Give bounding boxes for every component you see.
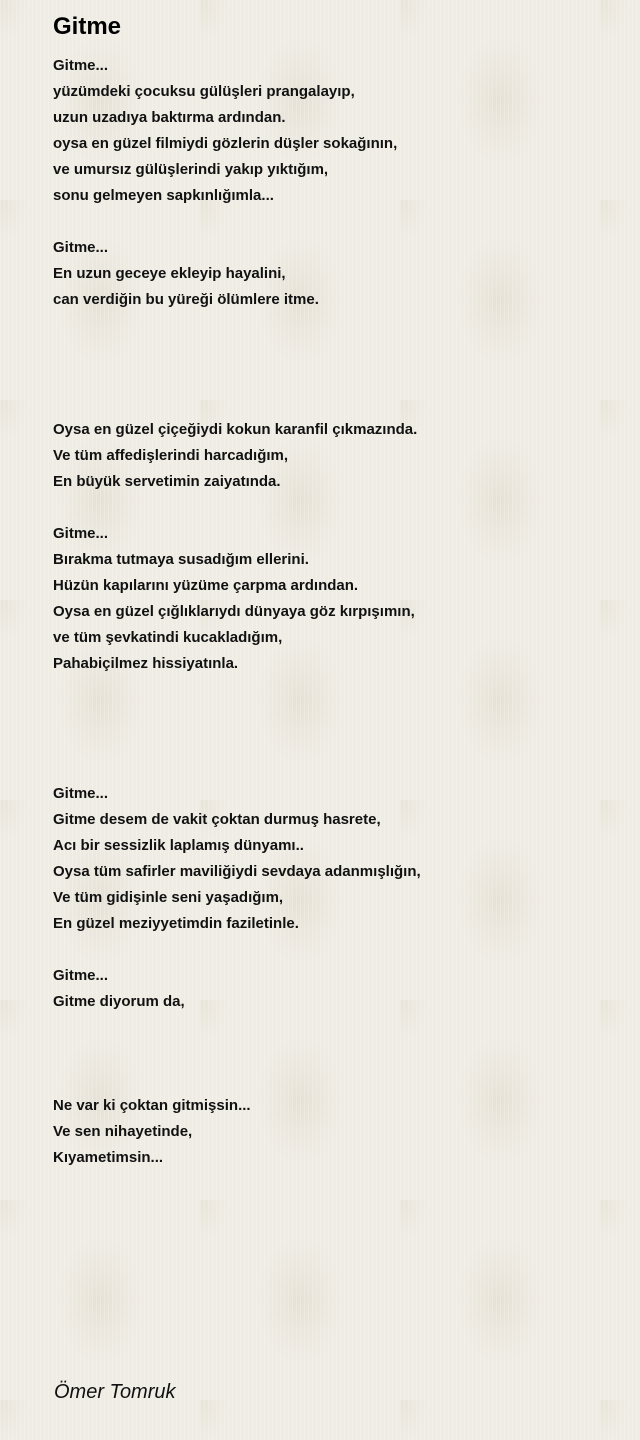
poem-line: Gitme desem de vakit çoktan durmuş hasrete, (53, 811, 381, 828)
poem-line: uzun uzadıya baktırma ardından. (53, 109, 286, 126)
stanza (53, 53, 613, 209)
poem-line: Pahabiçilmez hissiyatınla. (53, 655, 239, 672)
poem-line: Gitme... (53, 239, 109, 256)
poem-line: ve tüm şevkatindi kucakladığım, (53, 629, 283, 646)
stanza-gap (53, 937, 613, 963)
poem-line: Gitme... (53, 525, 109, 542)
poem-line: Gitme... (53, 967, 109, 984)
poem-line: Ve tüm affedişlerindi harcadığım, (53, 447, 289, 464)
stanza (53, 963, 613, 1015)
poem-title: Gitme (53, 13, 122, 40)
poem-line: En büyük servetimin zaiyatında. (53, 473, 281, 490)
stanza-gap (53, 313, 613, 417)
poem-line: Ve sen nihayetinde, (53, 1123, 193, 1140)
poem-line: En güzel meziyyetimdin faziletinle. (53, 915, 299, 932)
poem-line: Ve tüm gidişinle seni yaşadığım, (53, 889, 284, 906)
poem-line: Gitme... (53, 57, 109, 74)
poem-author: Ömer Tomruk (54, 1381, 176, 1403)
poem-line: Gitme diyorum da, (53, 993, 185, 1010)
poem-line: Gitme... (53, 785, 109, 802)
poem-line: En uzun geceye ekleyip hayalini, (53, 265, 286, 282)
poem-line: Oysa en güzel çiçeğiydi kokun karanfil çıkmazında. (53, 421, 418, 438)
poem-line: sonu gelmeyen sapkınlığımla... (53, 187, 274, 204)
stanza (53, 1093, 613, 1171)
poem-line: yüzümdeki çocuksu gülüşleri prangalayıp, (53, 83, 355, 100)
stanza (53, 235, 613, 313)
poem-line: Ne var ki çoktan gitmişsin... (53, 1097, 251, 1114)
stanza (53, 781, 613, 937)
poem-line: oysa en güzel filmiydi gözlerin düşler sokağının, (53, 135, 398, 152)
poem-line: Oysa en güzel çığlıklarıydı dünyaya göz kırpışımın, (53, 603, 415, 620)
poem-line: Oysa tüm safirler maviliğiydi sevdaya adanmışlığın, (53, 863, 421, 880)
stanza-gap (53, 1015, 613, 1093)
stanza-gap (53, 209, 613, 235)
stanza-gap (53, 495, 613, 521)
stanza (53, 521, 613, 677)
poem-line: Kıyametimsin... (53, 1149, 164, 1166)
stanza-gap (53, 677, 613, 781)
poem-line: ve umursız gülüşlerindi yakıp yıktığım, (53, 161, 329, 178)
poem-line: can verdiğin bu yüreği ölümlere itme. (53, 291, 319, 308)
stanza (53, 417, 613, 495)
poem-line: Bırakma tutmaya susadığım ellerini. (53, 551, 309, 568)
poem-line: Acı bir sessizlik laplamış dünyamı.. (53, 837, 304, 854)
poem-body (53, 53, 613, 1171)
poem-line: Hüzün kapılarını yüzüme çarpma ardından. (53, 577, 359, 594)
